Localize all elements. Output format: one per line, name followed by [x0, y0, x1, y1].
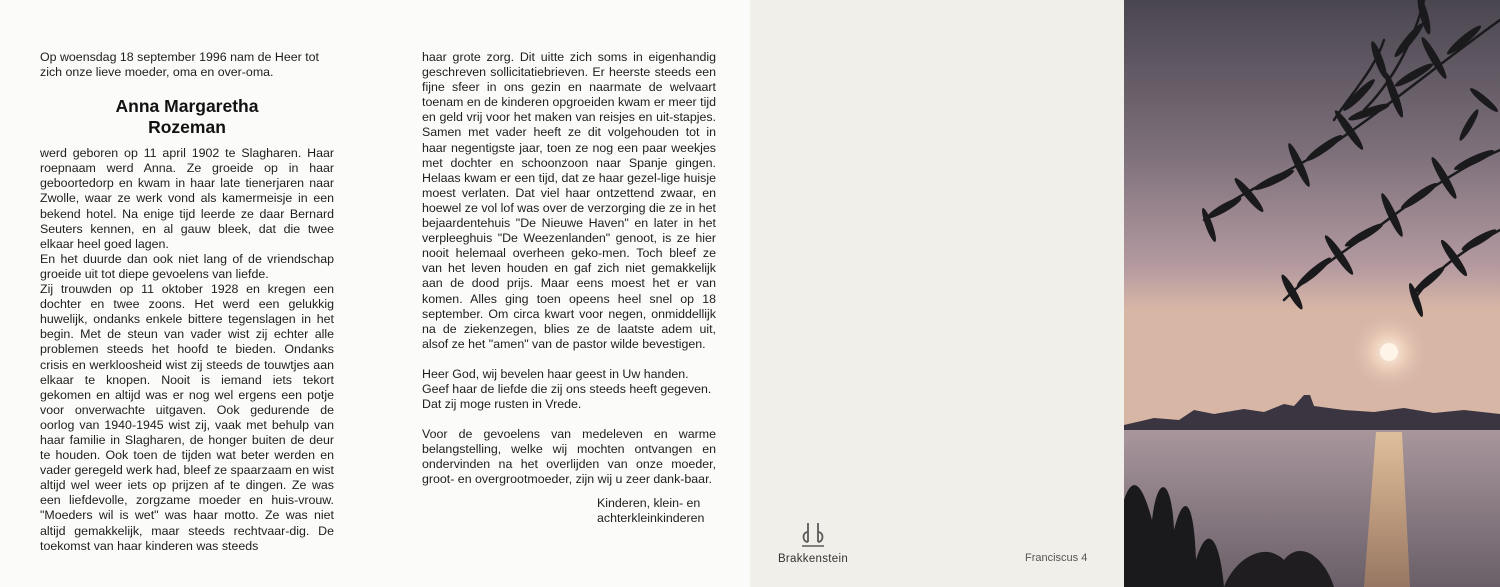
signature-line-1: Kinderen, klein- en [597, 495, 701, 510]
sunset-willow-photo [1124, 0, 1500, 587]
deceased-name [40, 96, 334, 138]
back-page [750, 0, 1124, 587]
signature [422, 496, 716, 526]
biography-paragraph-2: En het duurde dan ook niet lang of de vriendschap groeide uit tot diepe gevoelens van liefde. [40, 251, 334, 281]
left-text-column [40, 50, 334, 554]
left-page [0, 0, 375, 587]
prayer-text: Heer God, wij bevelen haar geest in Uw handen. Geef haar de liefde die zij ons steeds heeft gegeven. Dat zij moge rusten in Vrede. [422, 366, 712, 412]
photo-panel [1124, 0, 1500, 587]
publisher-name: Brakkenstein [777, 553, 849, 565]
signature-line-2: achterkleinkinderen [597, 510, 705, 525]
name-last: Rozeman [148, 117, 226, 138]
middle-text-column [422, 50, 716, 526]
thanks-text: Voor de gevoelens van medeleven en warme belangstelling, welke wij mochten ontvangen en ondervinden na het overlijden van onze moeder, groot- en overgrootmoeder, zijn wij u zeer dank-baar. [422, 427, 716, 487]
biography-continued: haar grote zorg. Dit uitte zich soms in eigenhandig geschreven sollicitatiebrieven. Er heerste steeds een fijne sfeer in ons gezin en naarmate de welvaart toenam en de kinderen opgroeiden kwam er meer tijd en geld vrij voor het maken van reisjes en uit-stapjes. Samen met vader heeft ze dit volgehouden tot in haar negentigste jaar, toen ze nog een paar weekjes met dochter en schoonzoon naar Spanje gingen. Helaas kwam er een tijd, dat ze haar gezel-lige huisje moest verlaten. Dat viel haar ontzettend zwaar, en hoewel ze vol lof was over de verzorging die ze in het bejaardentehuis "De Nieuwe Haven" en later in het verpleeghuis "De Weezenlanden" genoot, is ze hier nooit helemaal overheen geko-men. Toch bleef ze van het leven houden en gaf zich niet gemakkelijk aan de dood prijs. Maar eens moest het er van komen. Alles ging toen opeens heel snel op 18 september. Om circa kwart voor negen, onmiddellijk na de ziekenzegen, blies ze de laatste adem uit, alsof ze het "amen" van de pastor wilde bevestigen. [422, 50, 716, 351]
middle-page [375, 0, 750, 587]
brakkenstein-logo-icon [798, 520, 828, 550]
intro-text: Op woensdag 18 september 1996 nam de Heer tot zich onze lieve moeder, oma en over-oma. [40, 50, 319, 80]
name-first: Anna Margaretha [115, 96, 259, 117]
publisher-logo [770, 520, 856, 565]
biography-paragraph-1: werd geboren op 11 april 1902 te Slagharen. Haar roepnaam werd Anna. Ze groeide op in haar geboortedorp en kwam in haar late tienerjaren naar Zwolle, waar ze werk vond als kamermeisje in een bekend hotel. Na enige tijd leerde ze daar Bernard Seuters kennen, en al gauw bleek, dat die twee elkaar heel goed lagen. [40, 146, 334, 251]
biography-paragraph-3: Zij trouwden op 11 oktober 1928 en kregen een dochter en twee zoons. Het werd een gelukkig huwelijk, ondanks enkele bittere tegenslagen in het begin. Met de steun van vader wist zij echter alle problemen steeds het hoofd te bieden. Ondanks crisis en werkloosheid wist zij steeds de touwtjes aan elkaar te knopen. Nooit is iemand iets tekort gekomen en altijd was er nog wel ergens een potje voor onverwachte uitgaven. Ook gedurende de oorlog van 1940-1945 wist zij, vaak met behulp van haar familie in Slagharen, de honger buiten de deur te houden. Ook toen de tijden wat beter werden en vader geregeld werk had, bleef ze spaarzaam en wist altijd wel weer iets op prijzen af te dingen. Ze was een liefdevolle, zorgzame moeder en huis-vrouw. "Moeders wil is wet" was haar motto. Ze was niet altijd gemakkelijk, maar steeds rechtvaar-dig. De toekomst van haar kinderen was steeds [40, 282, 334, 553]
card-code: Franciscus 4 [1025, 552, 1088, 564]
